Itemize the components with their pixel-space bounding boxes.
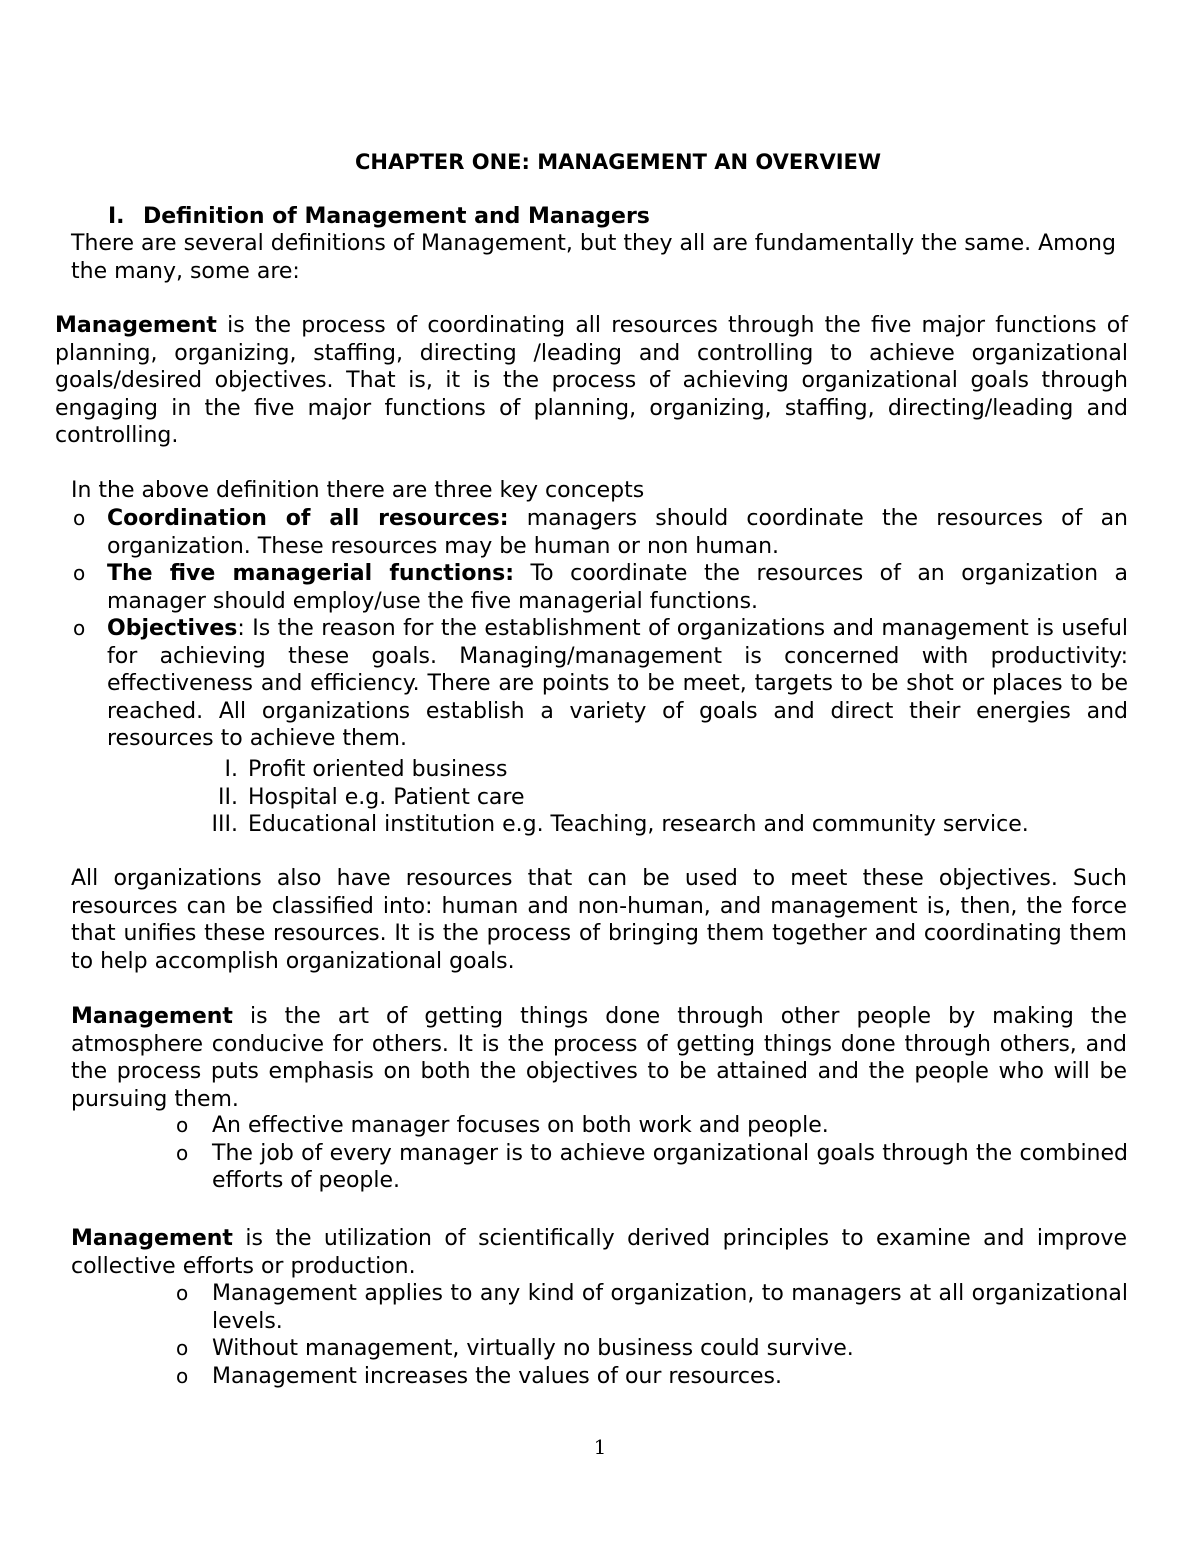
- bullet-marker: o: [176, 1140, 189, 1165]
- concept-term: Objectives: [107, 616, 238, 641]
- bullet-marker: o: [176, 1363, 189, 1388]
- section-number: I.: [108, 204, 125, 229]
- concept-text: To coordinate the resources of an organization a manager should employ/use the five managerial functions.: [107, 561, 1128, 614]
- example-text: Hospital e.g. Patient care: [248, 784, 525, 810]
- list-item: [176, 1335, 1128, 1363]
- bullet-text: Without management, virtually no business could survive.: [212, 1336, 854, 1361]
- roman-numeral: I.: [224, 757, 238, 782]
- definition-2-bullets: [176, 1112, 1128, 1195]
- bullet-marker: o: [73, 616, 86, 640]
- list-item: [176, 1112, 1128, 1140]
- definition-3-bullets: [176, 1280, 1128, 1390]
- list-item: [73, 560, 1128, 615]
- bullet-marker: o: [176, 1281, 189, 1305]
- roman-numeral: II.: [218, 784, 238, 810]
- objectives-examples-list: [211, 756, 1029, 839]
- list-item: [224, 756, 1029, 784]
- section-heading-text: Definition of Management and Managers: [143, 204, 650, 229]
- definition-paragraph-1: [55, 312, 1128, 450]
- definition-paragraph-3: [71, 1225, 1127, 1280]
- list-item: [211, 811, 1029, 839]
- definition-term: Management: [71, 1004, 233, 1029]
- definition-text: is the process of coordinating all resources through the five major functions of planning, organizing, staffing, directing /leading and controlling to achieve organizational goals/desired objectives. That is, it is the process of achieving organizational goals through engaging in the five major functions of planning, organizing, staffing, directing/leading and controlling.: [55, 313, 1128, 448]
- definition-paragraph-2: [71, 1003, 1127, 1113]
- intro-paragraph: There are several definitions of Management, but they all are fundamentally the same. Among the many, some are:: [71, 231, 1116, 284]
- key-concepts-intro: In the above definition there are three key concepts: [71, 478, 645, 503]
- concept-term: Coordination of all resources:: [107, 506, 509, 531]
- roman-numeral: III.: [211, 812, 238, 837]
- example-text: Educational institution e.g. Teaching, research and community service.: [248, 812, 1029, 837]
- key-concepts-list: [73, 505, 1128, 753]
- bullet-marker: o: [73, 506, 86, 530]
- resources-paragraph: All organizations also have resources that can be used to meet these objectives. Such resources can be classified into: human and non-human, and management is, then, the force that unifies these resources. It is the process of bringing them together and coordinating them to help accomplish organizational goals.: [71, 866, 1127, 974]
- bullet-text: Management applies to any kind of organization, to managers at all organizational levels.: [212, 1281, 1128, 1334]
- bullet-marker: o: [73, 561, 86, 585]
- list-item: [176, 1280, 1128, 1335]
- definition-text: is the art of getting things done through other people by making the atmosphere conducive for others. It is the process of getting things done through others, and the process puts emphasis on both the objectives to be attained and the people who will be pursuing them.: [71, 1004, 1127, 1112]
- bullet-text: The job of every manager is to achieve organizational goals through the combined efforts of people.: [212, 1140, 1128, 1193]
- list-item: [73, 505, 1128, 560]
- bullet-text: An effective manager focuses on both work and people.: [212, 1113, 829, 1138]
- bullet-marker: o: [176, 1113, 189, 1137]
- definition-text: is the utilization of scientifically derived principles to examine and improve collective efforts or production.: [71, 1226, 1127, 1279]
- example-text: Profit oriented business: [248, 757, 508, 782]
- chapter-title: CHAPTER ONE: MANAGEMENT AN OVERVIEW: [354, 150, 882, 174]
- bullet-marker: o: [176, 1336, 189, 1360]
- concept-text: managers should coordinate the resources of an organization. These resources may be human or non human.: [107, 506, 1128, 559]
- definition-term: Management: [55, 313, 217, 338]
- list-item: [176, 1140, 1128, 1195]
- definition-term: Management: [71, 1226, 233, 1251]
- page-number: 1: [593, 1435, 607, 1459]
- list-item: [73, 615, 1128, 753]
- list-item: [176, 1363, 1128, 1391]
- bullet-text: Management increases the values of our resources.: [212, 1363, 782, 1389]
- concept-text: : Is the reason for the establishment of organizations and management is useful for achieving these goals. Managing/management is concerned with productivity: effectiveness and efficiency. There are points to be meet, targets to be shot or places to be reached. All organizations establish a variety of goals and direct their energies and resources to achieve them.: [107, 616, 1128, 751]
- concept-term: The five managerial functions:: [107, 561, 514, 586]
- list-item: [218, 784, 1029, 812]
